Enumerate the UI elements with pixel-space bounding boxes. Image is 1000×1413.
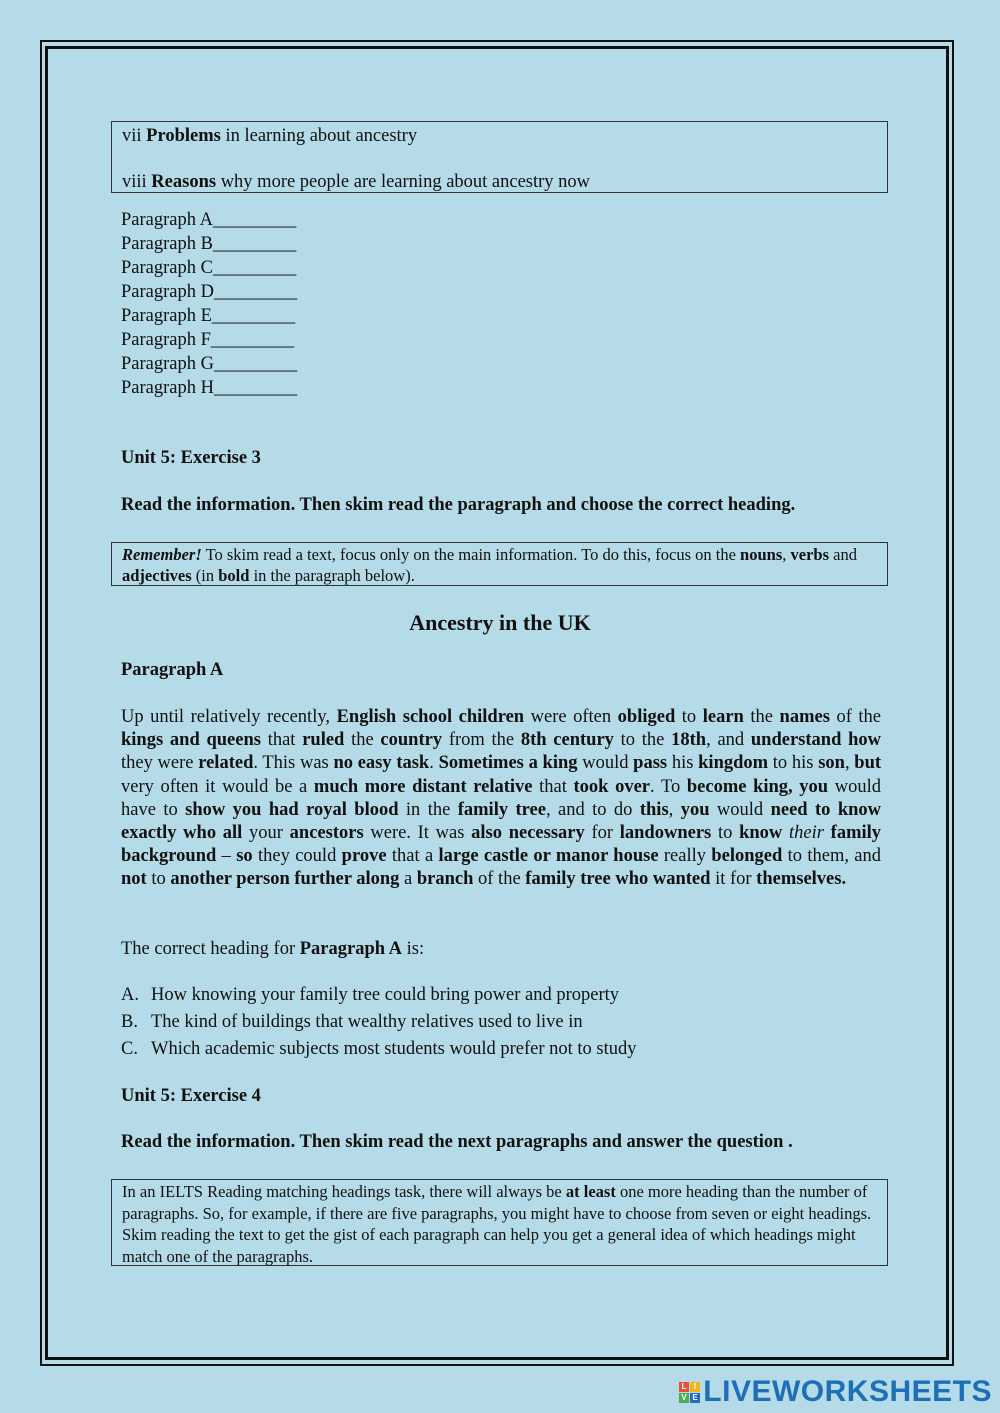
paragraph-e-answer[interactable]: Paragraph E_________ — [121, 306, 296, 326]
paragraph-c-answer[interactable]: Paragraph C_________ — [121, 258, 297, 278]
paragraph-a-answer[interactable]: Paragraph A_________ — [121, 210, 297, 230]
liveworksheets-mark-icon: L I V E — [679, 1382, 700, 1403]
exercise4-instruction: Read the information. Then skim read the next paragraphs and answer the question . — [121, 1132, 793, 1152]
option-b[interactable]: B. The kind of buildings that wealthy relatives used to live in — [121, 1012, 583, 1032]
headings-box — [111, 121, 888, 193]
option-c[interactable]: C. Which academic subjects most students would prefer not to study — [121, 1039, 637, 1059]
exercise3-instruction: Read the information. Then skim read the paragraph and choose the correct heading. — [121, 495, 796, 515]
liveworksheets-logo[interactable] — [679, 1375, 992, 1409]
exercise4-title: Unit 5: Exercise 4 — [121, 1086, 261, 1106]
paragraph-answer-list — [121, 208, 881, 400]
paragraph-f-answer[interactable]: Paragraph F_________ — [121, 330, 295, 350]
remember-label: Remember! — [122, 545, 202, 564]
question-prompt: The correct heading for Paragraph A is: — [121, 939, 425, 959]
article-title: Ancestry in the UK — [409, 610, 591, 635]
paragraph-b-answer[interactable]: Paragraph B_________ — [121, 234, 297, 254]
exercise3-title: Unit 5: Exercise 3 — [121, 448, 261, 468]
paragraph-g-answer[interactable]: Paragraph G_________ — [121, 354, 298, 374]
option-a[interactable]: A. How knowing your family tree could bring power and property — [121, 985, 620, 1005]
paragraph-h-answer[interactable]: Paragraph H_________ — [121, 378, 298, 398]
paragraph-a-text: Up until relatively recently, English school children were often obliged to learn the names of the kings and queens that ruled the country from the 8th century to the 18th, and understand how they were related. This was no easy task. Sometimes a king would pass his kingdom to his son, but very often it would be a much more distant relative that took over. To become king, you would have to show you had royal blood in the family tree, and to do this, you would need to know exactly who all your ancestors were. It was also necessary for landowners to know their family background – so they could prove that a large castle or manor house really belonged to them, and not to another person further along a branch of the family tree who wanted it for themselves. — [121, 707, 882, 890]
paragraph-d-answer[interactable]: Paragraph D_________ — [121, 282, 298, 302]
ielts-info-box: In an IELTS Reading matching headings task, there will always be at least one more heading than the number of paragraphs. So, for example, if there are five paragraphs, you might have to choose from seven or eight headings. Skim reading the text to get the gist of each paragraph can help you get a general idea of which headings might match one of the paragraphs. — [111, 1179, 888, 1266]
remember-box: Remember! To skim read a text, focus only on the main information. To do this, focus on the nouns, verbs and adjectives (in bold in the paragraph below). — [111, 542, 888, 586]
heading-viii: viii Reasons why more people are learning about ancestry now — [122, 172, 591, 192]
options-list — [121, 982, 881, 1063]
heading-vii: vii Problems in learning about ancestry — [122, 126, 418, 146]
paragraph-a-label: Paragraph A — [121, 660, 224, 680]
logo-text: LIVEWORKSHEETS — [703, 1375, 992, 1408]
